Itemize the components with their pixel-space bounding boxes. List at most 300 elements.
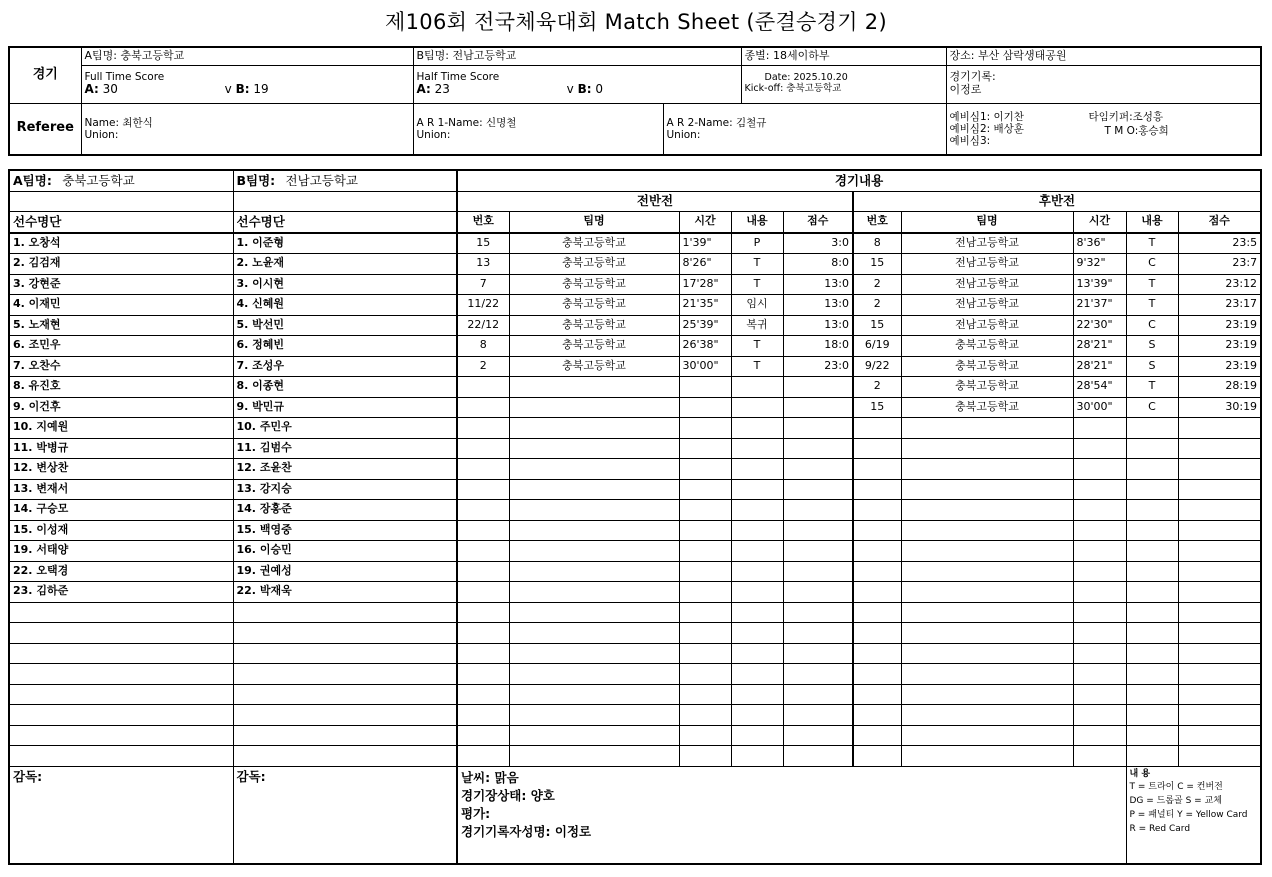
- second-half-score: [1178, 459, 1261, 480]
- second-half-content: T: [1126, 274, 1178, 295]
- second-half-time: [1073, 582, 1126, 603]
- second-half-score: [1178, 705, 1261, 726]
- second-half-no: [853, 541, 901, 562]
- first-half-team: [509, 541, 679, 562]
- second-half-team: 전남고등학교: [901, 233, 1073, 254]
- second-half-score: 23:7: [1178, 254, 1261, 275]
- second-half-no: 9/22: [853, 356, 901, 377]
- second-half-content: [1126, 582, 1178, 603]
- table-row: [9, 746, 1261, 767]
- first-half-no: [457, 520, 509, 541]
- second-half-team: [901, 623, 1073, 644]
- team-b-player: [233, 746, 457, 767]
- first-half-team: [509, 438, 679, 459]
- second-half-content: T: [1126, 295, 1178, 316]
- second-half-team: 전남고등학교: [901, 274, 1073, 295]
- team-b-player: [233, 602, 457, 623]
- table-row: [9, 541, 1261, 562]
- ar1-name: A R 1-Name: 신명철: [416, 116, 517, 129]
- team-a-player: 7. 오찬수: [9, 356, 233, 377]
- second-half-score: 28:19: [1178, 377, 1261, 398]
- first-half-score: [783, 725, 853, 746]
- half-a-label: A:: [416, 82, 431, 97]
- first-half-team: 충북고등학교: [509, 254, 679, 275]
- second-half-content: [1126, 418, 1178, 439]
- full-a-label: A:: [84, 82, 99, 97]
- first-half-score: 13:0: [783, 274, 853, 295]
- first-half-no: [457, 664, 509, 685]
- first-half-content: T: [731, 254, 783, 275]
- first-half-score: 18:0: [783, 336, 853, 357]
- first-half-score: [783, 377, 853, 398]
- team-b-label: B팀명: 전남고등학교: [413, 47, 741, 65]
- col-team-2: 팀명: [901, 212, 1073, 233]
- table-row: [9, 377, 1261, 398]
- second-half-time: [1073, 438, 1126, 459]
- team-b-player: [233, 643, 457, 664]
- team-a-player: 8. 유진호: [9, 377, 233, 398]
- first-half-content: [731, 418, 783, 439]
- first-half-time: 30'00": [679, 356, 731, 377]
- first-half-team: [509, 725, 679, 746]
- full-b-value: 19: [253, 82, 269, 97]
- team-a-player-header: 선수명단: [9, 212, 233, 233]
- first-half-no: 11/22: [457, 295, 509, 316]
- team-a-player: [9, 684, 233, 705]
- first-half-score: [783, 664, 853, 685]
- first-half-score: [783, 561, 853, 582]
- first-half-time: [679, 643, 731, 664]
- first-half-score: [783, 520, 853, 541]
- first-half-score: [783, 602, 853, 623]
- second-half-score: 23:12: [1178, 274, 1261, 295]
- second-half-team: [901, 684, 1073, 705]
- table-row: [9, 336, 1261, 357]
- table-row: [9, 520, 1261, 541]
- full-b-label: B:: [235, 82, 250, 97]
- team-a-player: [9, 643, 233, 664]
- team-b-player: 9. 박민규: [233, 397, 457, 418]
- second-half-team: [901, 541, 1073, 562]
- first-half-no: [457, 397, 509, 418]
- team-a-label: A팀명: 충북고등학교: [81, 47, 413, 65]
- team-b-player: 13. 강지승: [233, 479, 457, 500]
- team-b-player: 8. 이종현: [233, 377, 457, 398]
- second-half-team: [901, 479, 1073, 500]
- first-half-content: [731, 520, 783, 541]
- second-half-no: [853, 500, 901, 521]
- first-half-content: [731, 725, 783, 746]
- second-half-content: [1126, 520, 1178, 541]
- reserve-3: 예비심3:: [949, 134, 991, 147]
- ground-condition: 경기장상태: 양호: [461, 787, 555, 803]
- first-half-content: [731, 438, 783, 459]
- team-b-player: 7. 조성우: [233, 356, 457, 377]
- date-kickoff: [741, 65, 946, 103]
- full-a-value: 30: [102, 82, 118, 97]
- team-b-player: 3. 이시현: [233, 274, 457, 295]
- timekeeper: 타임키퍼:조성흥: [1088, 110, 1164, 123]
- second-half-team: 전남고등학교: [901, 295, 1073, 316]
- first-half-score: [783, 705, 853, 726]
- first-half-time: [679, 725, 731, 746]
- second-half-no: [853, 418, 901, 439]
- team-a-player: 6. 조민우: [9, 336, 233, 357]
- second-half-team: [901, 418, 1073, 439]
- tmo: T M O:홍승희: [1104, 124, 1169, 137]
- second-half-time: 30'00": [1073, 397, 1126, 418]
- first-half-score: 8:0: [783, 254, 853, 275]
- first-half-team: 충북고등학교: [509, 295, 679, 316]
- first-half-no: [457, 725, 509, 746]
- first-half-no: [457, 541, 509, 562]
- first-half-time: 21'35": [679, 295, 731, 316]
- match-content-table: [8, 169, 1262, 865]
- team-b-player: 1. 이준형: [233, 233, 457, 254]
- second-half-content: [1126, 643, 1178, 664]
- col-score-2: 점수: [1178, 212, 1261, 233]
- first-half-no: [457, 561, 509, 582]
- first-half-team: [509, 459, 679, 480]
- team-b-player: 16. 이승민: [233, 541, 457, 562]
- table-row: [9, 582, 1261, 603]
- referee-name: Name: 최한식: [84, 116, 153, 129]
- second-half-score: [1178, 479, 1261, 500]
- team-a-player: [9, 623, 233, 644]
- first-half-no: [457, 438, 509, 459]
- first-half-score: [783, 746, 853, 767]
- second-half-no: 2: [853, 377, 901, 398]
- referee-union: Union:: [84, 128, 119, 141]
- first-half-score: [783, 459, 853, 480]
- second-half-score: 23:19: [1178, 356, 1261, 377]
- legend-line-2: DG = 드롭골 S = 교체: [1129, 796, 1222, 807]
- second-half-no: 8: [853, 233, 901, 254]
- team-a-player: [9, 705, 233, 726]
- first-half-content: 복귀: [731, 315, 783, 336]
- first-half-content: [731, 377, 783, 398]
- team-a-player: [9, 746, 233, 767]
- first-half-time: [679, 377, 731, 398]
- col-score-1: 점수: [783, 212, 853, 233]
- second-half-content: [1126, 479, 1178, 500]
- second-half-content: [1126, 684, 1178, 705]
- col-time-1: 시간: [679, 212, 731, 233]
- first-half-no: [457, 479, 509, 500]
- second-half-time: [1073, 725, 1126, 746]
- legend-line-1: T = 트라이 C = 컨버전: [1129, 782, 1223, 793]
- first-half-content: T: [731, 336, 783, 357]
- second-half-no: 2: [853, 295, 901, 316]
- second-half-score: [1178, 500, 1261, 521]
- first-half-score: 13:0: [783, 295, 853, 316]
- second-half-time: [1073, 684, 1126, 705]
- team-a-player: 1. 오창석: [9, 233, 233, 254]
- team-a-player: 2. 김검재: [9, 254, 233, 275]
- team-b-player: 14. 장홍준: [233, 500, 457, 521]
- second-half-content: C: [1126, 397, 1178, 418]
- second-half-content: C: [1126, 315, 1178, 336]
- ar2-name: A R 2-Name: 김철규: [666, 116, 767, 129]
- second-half-score: [1178, 520, 1261, 541]
- second-half-team: [901, 561, 1073, 582]
- first-half-team: [509, 418, 679, 439]
- second-half-score: [1178, 746, 1261, 767]
- second-half-time: [1073, 500, 1126, 521]
- first-half-no: [457, 623, 509, 644]
- team-b-player: 6. 정혜빈: [233, 336, 457, 357]
- second-half-team: [901, 438, 1073, 459]
- second-half-no: 15: [853, 315, 901, 336]
- first-half-no: [457, 459, 509, 480]
- first-half-time: [679, 479, 731, 500]
- first-half-time: 17'28": [679, 274, 731, 295]
- half-time-label: Half Time Score: [416, 71, 500, 84]
- second-half-score: [1178, 438, 1261, 459]
- second-half-team: 전남고등학교: [901, 315, 1073, 336]
- legend-line-4: R = Red Card: [1129, 824, 1191, 835]
- team-b-player: 19. 권예성: [233, 561, 457, 582]
- team-a-player: 14. 구승모: [9, 500, 233, 521]
- team-a-player: 10. 지예원: [9, 418, 233, 439]
- first-half-content: [731, 705, 783, 726]
- second-half-time: 8'36": [1073, 233, 1126, 254]
- second-half-score: [1178, 582, 1261, 603]
- recorder-signature: 경기기록자성명: 이정로: [461, 823, 592, 839]
- first-half-time: 26'38": [679, 336, 731, 357]
- full-v: v: [224, 82, 232, 97]
- first-half-team: 충북고등학교: [509, 336, 679, 357]
- table-row: [9, 664, 1261, 685]
- first-half-time: [679, 623, 731, 644]
- legend: [1126, 766, 1261, 864]
- first-half-team: [509, 623, 679, 644]
- second-half-score: [1178, 602, 1261, 623]
- second-half-score: [1178, 623, 1261, 644]
- coach-b: 감독:: [233, 766, 457, 864]
- team-b-player: [233, 684, 457, 705]
- team-b-player: 10. 주민우: [233, 418, 457, 439]
- team-a-player: 22. 오택경: [9, 561, 233, 582]
- first-half-no: 13: [457, 254, 509, 275]
- team-b-player: 11. 김범수: [233, 438, 457, 459]
- team-b-player-header: 선수명단: [233, 212, 457, 233]
- first-half-time: [679, 582, 731, 603]
- first-half-team: [509, 397, 679, 418]
- second-half-score: [1178, 664, 1261, 685]
- referee-info: [81, 103, 413, 155]
- second-half-content: [1126, 561, 1178, 582]
- first-half-team: [509, 664, 679, 685]
- table-row: [9, 459, 1261, 480]
- second-half-no: [853, 664, 901, 685]
- first-half-content: P: [731, 233, 783, 254]
- first-half-no: [457, 643, 509, 664]
- first-half-team: [509, 684, 679, 705]
- second-half-team: 충북고등학교: [901, 397, 1073, 418]
- second-half-score: 23:17: [1178, 295, 1261, 316]
- second-half-content: S: [1126, 356, 1178, 377]
- team-b-player: [233, 623, 457, 644]
- venue: 장소: 부산 삼락생태공원: [946, 47, 1261, 65]
- second-half-no: [853, 520, 901, 541]
- second-half-content: [1126, 725, 1178, 746]
- first-half-content: [731, 746, 783, 767]
- match-header-table: [8, 46, 1262, 156]
- second-half-content: [1126, 746, 1178, 767]
- second-half-team: [901, 459, 1073, 480]
- first-half-no: 2: [457, 356, 509, 377]
- team-a-player: 4. 이재민: [9, 295, 233, 316]
- referee-label: Referee: [9, 103, 81, 155]
- second-half-time: [1073, 643, 1126, 664]
- first-half-content: [731, 459, 783, 480]
- second-half-team: [901, 602, 1073, 623]
- first-half-score: [783, 418, 853, 439]
- first-half-time: 8'26": [679, 254, 731, 275]
- first-half-team: [509, 746, 679, 767]
- first-half-content: [731, 623, 783, 644]
- second-half-team: 충북고등학교: [901, 336, 1073, 357]
- second-half-no: [853, 643, 901, 664]
- table-row: [9, 602, 1261, 623]
- first-half-score: [783, 541, 853, 562]
- second-half-no: [853, 746, 901, 767]
- second-half-score: 23:19: [1178, 315, 1261, 336]
- second-half-score: 23:5: [1178, 233, 1261, 254]
- second-half-time: [1073, 623, 1126, 644]
- first-half-score: 13:0: [783, 315, 853, 336]
- team-b-player: 15. 백영중: [233, 520, 457, 541]
- second-half-score: 23:19: [1178, 336, 1261, 357]
- first-half-time: [679, 705, 731, 726]
- recorder: [946, 65, 1261, 103]
- second-half-team: [901, 746, 1073, 767]
- second-half-content: [1126, 500, 1178, 521]
- first-half-content: [731, 643, 783, 664]
- table-row: [9, 438, 1261, 459]
- recorder-label: 경기기록:: [949, 70, 996, 84]
- table-row: [9, 725, 1261, 746]
- col-team-1: 팀명: [509, 212, 679, 233]
- team-b-player: 12. 조윤찬: [233, 459, 457, 480]
- second-half-team: [901, 582, 1073, 603]
- second-half-time: 21'37": [1073, 295, 1126, 316]
- team-b-player: 5. 박선민: [233, 315, 457, 336]
- first-half-score: 3:0: [783, 233, 853, 254]
- blank-cell: [9, 191, 233, 212]
- first-half-content: 임시: [731, 295, 783, 316]
- second-half-no: [853, 725, 901, 746]
- table-row: [9, 705, 1261, 726]
- second-half-no: [853, 438, 901, 459]
- second-half-no: [853, 459, 901, 480]
- table-row: [9, 295, 1261, 316]
- team-a-player: 12. 변상찬: [9, 459, 233, 480]
- table-row: [9, 274, 1261, 295]
- first-half-team: [509, 520, 679, 541]
- second-half-content: [1126, 664, 1178, 685]
- full-time-label: Full Time Score: [84, 71, 165, 84]
- first-half-time: 1'39": [679, 233, 731, 254]
- table-row: [9, 233, 1261, 254]
- team-a-player: 23. 김하준: [9, 582, 233, 603]
- first-half-team: 충북고등학교: [509, 274, 679, 295]
- team-b-name: 전남고등학교: [285, 172, 358, 188]
- second-half-no: 2: [853, 274, 901, 295]
- second-half-team: [901, 664, 1073, 685]
- second-half-content: T: [1126, 233, 1178, 254]
- first-half-score: [783, 438, 853, 459]
- officials-info: [946, 103, 1261, 155]
- first-half-heading: 전반전: [457, 191, 853, 212]
- second-half-time: [1073, 541, 1126, 562]
- first-half-content: [731, 582, 783, 603]
- team-b-player: 4. 신혜원: [233, 295, 457, 316]
- team-a-heading-cell: [9, 170, 233, 191]
- first-half-team: [509, 479, 679, 500]
- second-half-score: [1178, 561, 1261, 582]
- first-half-no: [457, 418, 509, 439]
- first-half-team: [509, 643, 679, 664]
- second-half-score: [1178, 725, 1261, 746]
- second-half-no: 15: [853, 254, 901, 275]
- second-half-content: [1126, 459, 1178, 480]
- reserve-2: 예비심2: 배상훈: [949, 122, 1024, 135]
- first-half-time: [679, 459, 731, 480]
- first-half-content: [731, 500, 783, 521]
- first-half-time: [679, 541, 731, 562]
- first-half-time: [679, 418, 731, 439]
- first-half-content: [731, 541, 783, 562]
- team-a-player: 9. 이건후: [9, 397, 233, 418]
- first-half-time: [679, 520, 731, 541]
- team-a-player: 15. 이성재: [9, 520, 233, 541]
- page-title: 제106회 전국체육대회 Match Sheet (준결승경기 2): [385, 10, 887, 34]
- ar2-info: [663, 103, 946, 155]
- second-half-time: [1073, 746, 1126, 767]
- first-half-no: [457, 746, 509, 767]
- table-row: [9, 623, 1261, 644]
- second-half-time: 9'32": [1073, 254, 1126, 275]
- team-a-name: 충북고등학교: [62, 172, 135, 188]
- second-half-time: 28'21": [1073, 336, 1126, 357]
- first-half-score: [783, 479, 853, 500]
- coach-a: 감독:: [9, 766, 233, 864]
- second-half-team: [901, 725, 1073, 746]
- first-half-score: [783, 582, 853, 603]
- first-half-no: 15: [457, 233, 509, 254]
- match-date: Date: 2025.10.20: [764, 72, 848, 84]
- first-half-no: 22/12: [457, 315, 509, 336]
- table-row: [9, 500, 1261, 521]
- col-number-2: 번호: [853, 212, 901, 233]
- first-half-no: 8: [457, 336, 509, 357]
- first-half-team: [509, 377, 679, 398]
- second-half-score: [1178, 684, 1261, 705]
- second-half-no: [853, 684, 901, 705]
- col-content-2: 내용: [1126, 212, 1178, 233]
- col-number-1: 번호: [457, 212, 509, 233]
- table-row: [9, 254, 1261, 275]
- team-a-heading: A팀명:: [13, 172, 52, 188]
- second-half-team: 충북고등학교: [901, 377, 1073, 398]
- half-b-value: 0: [595, 82, 603, 97]
- first-half-content: T: [731, 274, 783, 295]
- second-half-no: 6/19: [853, 336, 901, 357]
- team-a-player: 3. 강현준: [9, 274, 233, 295]
- first-half-score: [783, 397, 853, 418]
